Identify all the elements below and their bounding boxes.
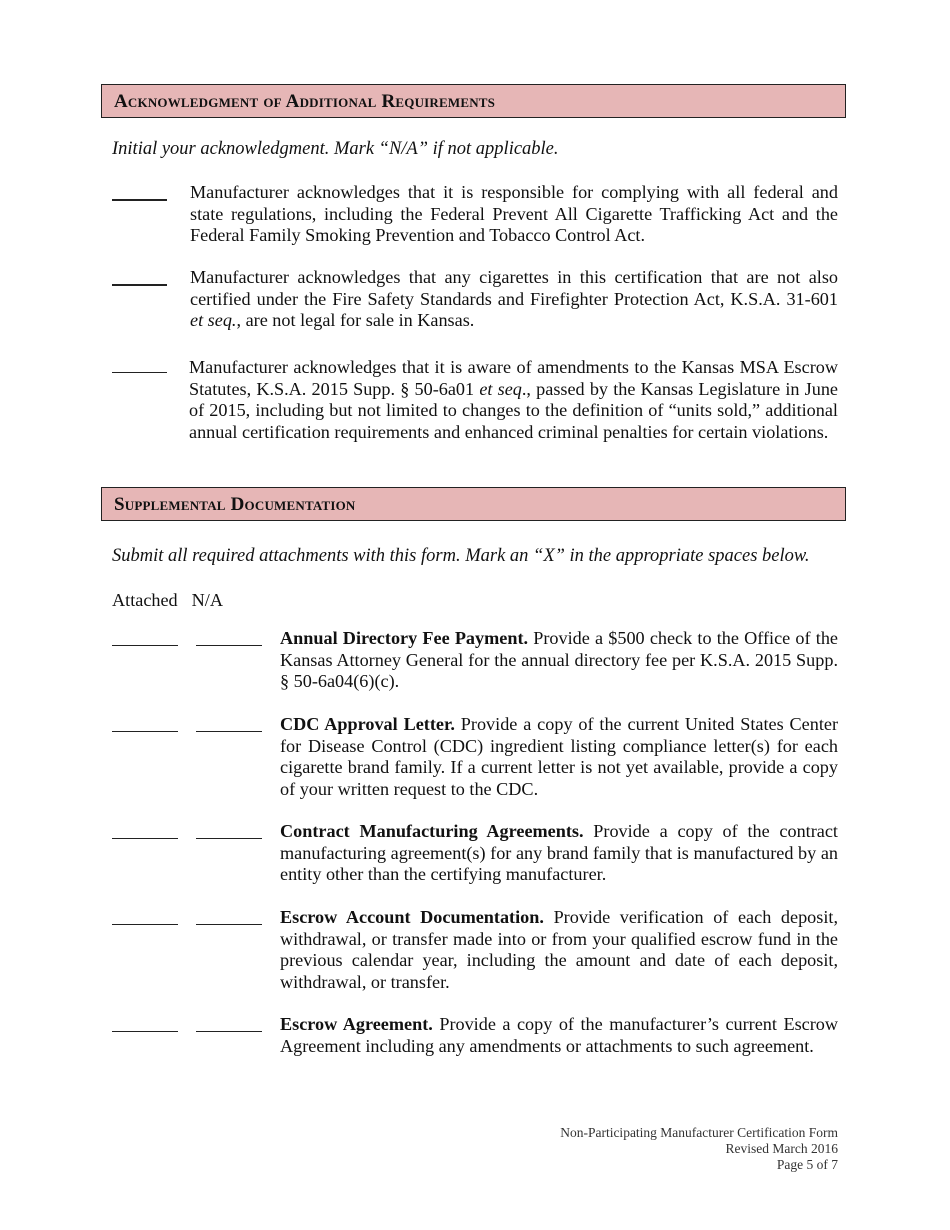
footer-form-name: Non-Participating Manufacturer Certification Form [560,1125,838,1140]
documentation-item [112,714,838,800]
acknowledgment-item [112,182,838,247]
attached-blank[interactable] [112,1031,178,1032]
acknowledgment-text: Manufacturer acknowledges that any cigarettes in this certification that are not also certified under the Fire Safety Standards and Firefighter Protection Act, K.S.A. 31-601 et seq., are not legal for sale in Kansas. [190,267,838,330]
acknowledgment-text: Manufacturer acknowledges that it is aware of amendments to the Kansas MSA Escrow Statutes, K.S.A. 2015 Supp. § 50-6a01 et seq., passed by the Kansas Legislature in June of 2015, including but not limited to changes to the definition of “units sold,” additional annual certification requirements and enhanced criminal penalties for certain violations. [189,357,839,442]
page-footer [560,1125,838,1173]
initial-blank[interactable] [112,284,167,286]
column-na: N/A [191,590,223,610]
na-blank[interactable] [196,731,262,732]
footer-revision: Revised March 2016 [725,1141,838,1156]
acknowledgment-item [112,267,838,332]
initial-blank[interactable] [112,372,167,373]
na-blank[interactable] [196,1031,262,1032]
documentation-text: Contract Manufacturing Agreements. Provide a copy of the contract manufacturing agreement(s) for any brand family that is manufactured by an entity other than the certifying manufacturer. [280,821,838,884]
documentation-text: Annual Directory Fee Payment. Provide a $500 check to the Office of the Kansas Attorney General for the annual directory fee per K.S.A. 2015 Supp. § 50-6a04(6)(c). [280,628,838,691]
attached-blank[interactable] [112,838,178,839]
documentation-item [112,821,838,886]
documentation-item [112,1014,838,1057]
documentation-text: CDC Approval Letter. Provide a copy of the current United States Center for Disease Control (CDC) ingredient listing compliance letter(s) for each cigarette brand family. If a current letter is not yet available, provide a copy of your written request to the CDC. [280,714,839,799]
acknowledgment-instruction: Initial your acknowledgment. Mark “N/A” if not applicable. [112,139,559,159]
attached-blank[interactable] [112,731,178,732]
section-header-supplemental [101,487,846,521]
na-blank[interactable] [196,645,262,646]
section-title: Supplemental Documentation [114,494,356,515]
footer-page-number: Page 5 of 7 [776,1157,838,1172]
initial-blank[interactable] [112,199,167,201]
section-title: Acknowledgment of Additional Requirements [114,91,496,112]
attached-blank[interactable] [112,645,178,646]
column-attached: Attached [112,590,178,610]
na-blank[interactable] [196,924,262,925]
documentation-text: Escrow Agreement. Provide a copy of the manufacturer’s current Escrow Agreement including any amendments or attachments to such agreement. [280,1014,839,1056]
section-header-acknowledgment [101,84,846,118]
acknowledgment-item [112,357,838,443]
supplemental-instruction: Submit all required attachments with this form. Mark an “X” in the appropriate spaces below. [112,546,810,566]
column-headers [112,590,223,611]
attached-blank[interactable] [112,924,178,925]
documentation-text: Escrow Account Documentation. Provide verification of each deposit, withdrawal, or transfer made into or from your qualified escrow fund in the previous calendar year, including the amount and date of each deposit, withdrawal, or transfer. [280,907,839,992]
documentation-item [112,628,838,693]
acknowledgment-text: Manufacturer acknowledges that it is responsible for complying with all federal and state regulations, including the Federal Prevent All Cigarette Trafficking Act and the Federal Family Smoking Prevention and Tobacco Control Act. [190,182,838,245]
documentation-item [112,907,838,993]
na-blank[interactable] [196,838,262,839]
